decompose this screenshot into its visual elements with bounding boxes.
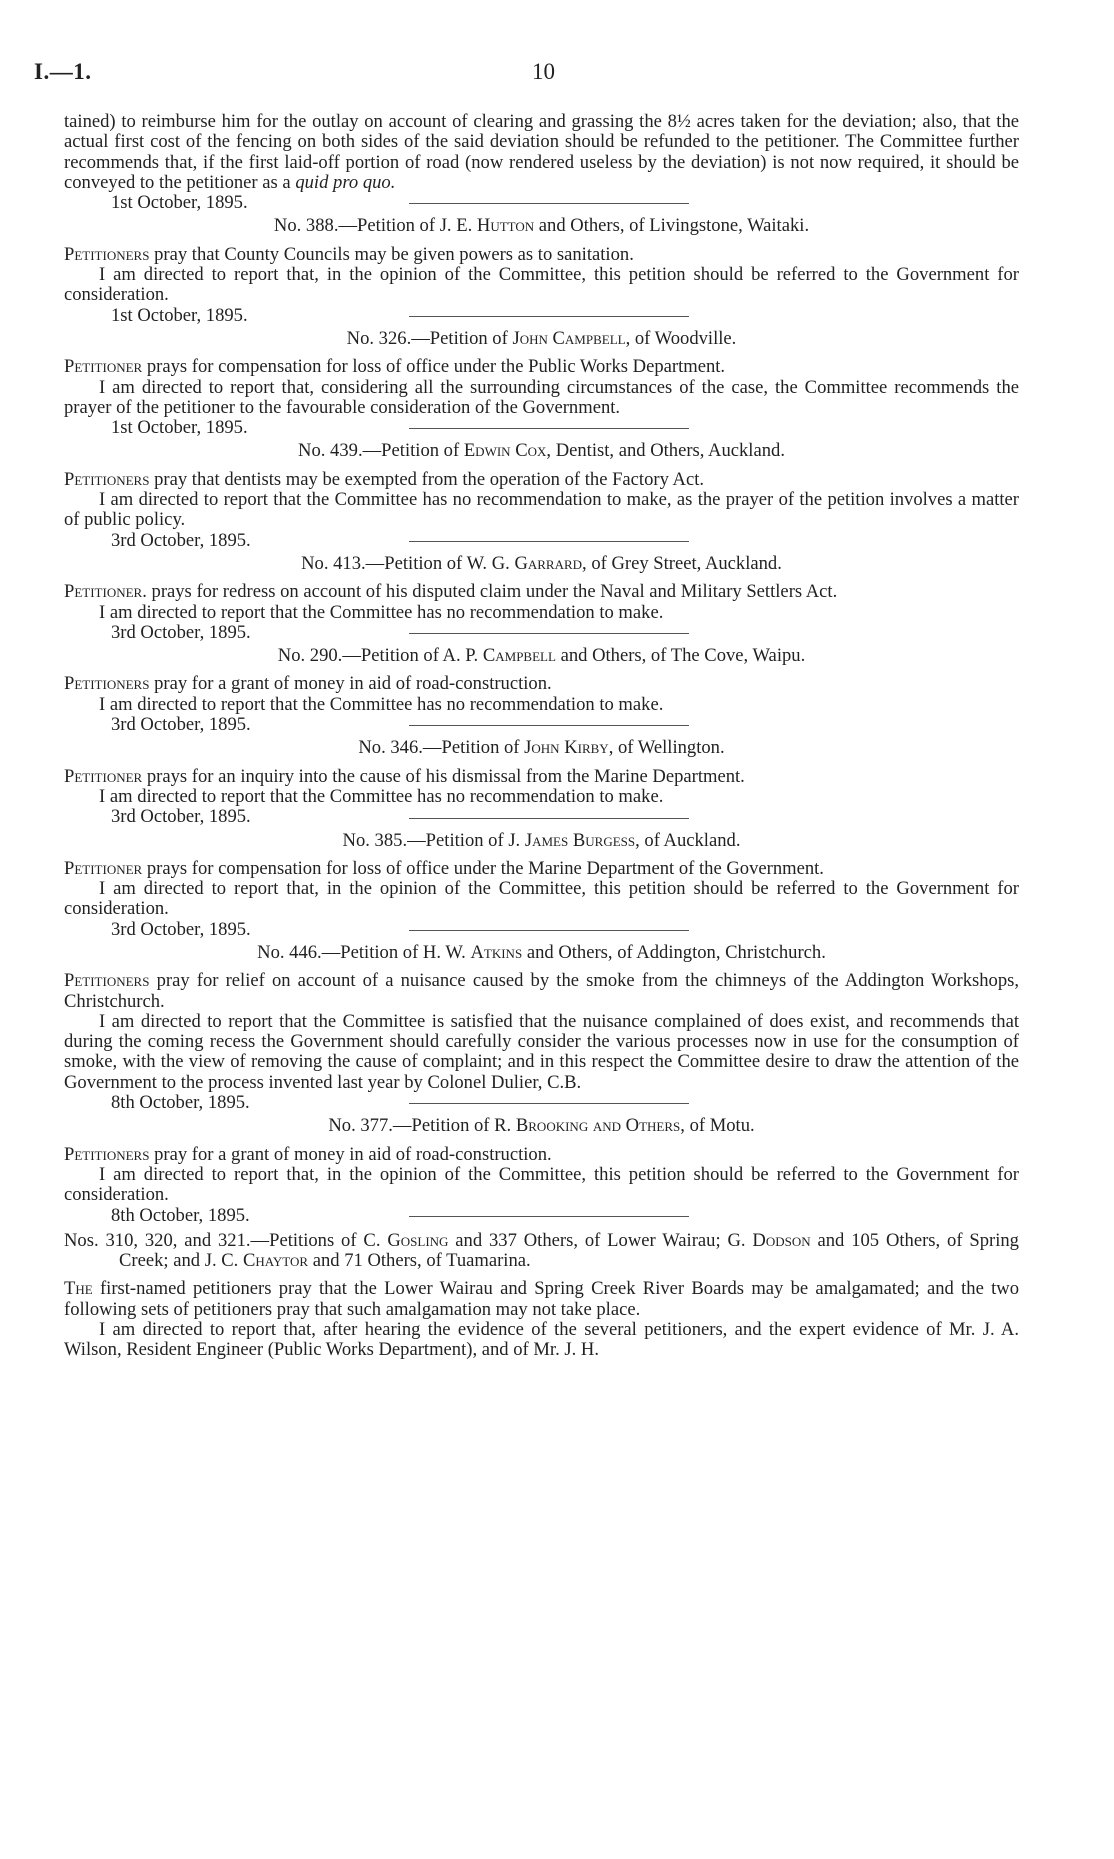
petition-title: No. 326.—Petition of John Campbell, of Woodville.	[346, 327, 737, 349]
divider	[409, 428, 689, 429]
petition-prayer: Petitioners pray that dentists may be exempted from the operation of the Factory Act.	[64, 468, 705, 490]
divider	[409, 541, 689, 542]
page-number: 10	[532, 59, 555, 84]
petition-388	[64, 215, 1019, 326]
petition-title: Nos. 310, 320, and 321.—Petitions of C. Gosling and 337 Others, of Lower Wairau; G. Dodson and 105 Others, of Spring Creek; and J. C. Chaytor and 71 Others, of Tuamarina.	[64, 1229, 1019, 1272]
petition-prayer: Petitioner prays for compensation for loss of office under the Public Works Department.	[64, 356, 726, 378]
petition-title: No. 377.—Petition of R. Brooking and Others, of Motu.	[328, 1115, 755, 1137]
petition-date: 8th October, 1895.	[111, 1092, 250, 1114]
page-body	[64, 112, 1019, 1361]
petition-346	[64, 737, 1019, 828]
intro-paragraph: tained) to reimburse him for the outlay on account of clearing and grassing the 8½ acres taken for the deviation; also, that the actual first cost of the fencing on both sides of the said deviation should be refunded to the petitioner. The Committee further recommends that, if the first laid-off portion of road (now rendered useless by the deviation) is not now required, it should be conveyed to the petitioner as a quid pro quo.	[64, 111, 1019, 193]
divider	[409, 725, 689, 726]
petition-list	[64, 215, 1019, 1226]
petition-date: 1st October, 1895.	[111, 304, 248, 326]
divider	[409, 1103, 689, 1104]
divider	[409, 316, 689, 317]
petition-date: 8th October, 1895.	[111, 1204, 250, 1226]
petition-290	[64, 645, 1019, 736]
petition-439	[64, 440, 1019, 551]
petition-446	[64, 941, 1019, 1114]
petition-report: I am directed to report that the Committee has no recommendation to make.	[99, 693, 664, 715]
petition-date: 3rd October, 1895.	[111, 621, 251, 643]
petition-report: I am directed to report that the Committee has no recommendation to make, as the prayer of the petition involves a matter of public policy.	[64, 489, 1019, 531]
petition-title: No. 413.—Petition of W. G. Garrard, of Grey Street, Auckland.	[301, 552, 782, 574]
petition-prayer: Petitioner prays for an inquiry into the cause of his dismissal from the Marine Department.	[64, 765, 745, 787]
petition-report: I am directed to report that, in the opinion of the Committee, this petition should be referred to the Government for consideration.	[64, 878, 1019, 920]
petition-date: 3rd October, 1895.	[111, 714, 251, 736]
petition-report: I am directed to report that, after hearing the evidence of the several petitioners, and the expert evidence of Mr. J. A. Wilson, Resident Engineer (Public Works Department), and of Mr. J. H.	[64, 1319, 1019, 1361]
petition-title: No. 346.—Petition of John Kirby, of Wellington.	[358, 737, 725, 759]
petition-prayer: Petitioner prays for compensation for loss of office under the Marine Department of the Government.	[64, 857, 824, 879]
petition-title: No. 385.—Petition of J. James Burgess, of Auckland.	[342, 829, 741, 851]
petition-prayer: The first-named petitioners pray that the Lower Wairau and Spring Creek River Boards may be amalgamated; and the two following sets of petitioners pray that such amalgamation may not take place.	[64, 1278, 1019, 1320]
petition-date: 3rd October, 1895.	[111, 529, 251, 551]
petition-title: No. 439.—Petition of Edwin Cox, Dentist, and Others, Auckland.	[298, 440, 785, 462]
petition-prayer: Petitioners pray for a grant of money in aid of road-construction.	[64, 1143, 552, 1165]
petition-title: No. 290.—Petition of A. P. Campbell and Others, of The Cove, Waipu.	[277, 645, 806, 667]
petition-prayer: Petitioner. prays for redress on account of his disputed claim under the Naval and Military Settlers Act.	[64, 581, 838, 603]
petition-report: I am directed to report that the Committee has no recommendation to make.	[99, 601, 664, 623]
series-code: I.—1.	[34, 59, 92, 84]
petition-326	[64, 327, 1019, 439]
petition-310-320-321	[64, 1231, 1019, 1361]
divider	[409, 633, 689, 634]
petition-413	[64, 552, 1019, 643]
petition-report: I am directed to report that, in the opinion of the Committee, this petition should be referred to the Government for consideration.	[64, 1163, 1019, 1206]
divider	[409, 930, 689, 931]
petition-report: I am directed to report that the Committee has no recommendation to make.	[99, 785, 664, 807]
petition-prayer: Petitioners pray for relief on account of a nuisance caused by the smoke from the chimneys of the Addington Workshops, Christchurch.	[64, 970, 1019, 1012]
petition-385	[64, 829, 1019, 940]
petition-377	[64, 1115, 1019, 1226]
petition-report: I am directed to report that the Committee is satisfied that the nuisance complained of does exist, and recommends that during the coming recess the Government should carefully consider the various processes now in use for the consumption of smoke, with the view of removing the cause of complaint; and in this respect the Committee desire to draw the attention of the Government to the process invented last year by Colonel Dulier, C.B.	[64, 1010, 1019, 1093]
petition-date: 3rd October, 1895.	[111, 806, 251, 828]
petition-date: 3rd October, 1895.	[111, 918, 251, 940]
petition-prayer: Petitioners pray that County Councils may be given powers as to sanitation.	[64, 243, 634, 265]
petition-title: No. 446.—Petition of H. W. Atkins and Others, of Addington, Christchurch.	[257, 941, 826, 963]
petition-report: I am directed to report that, considering all the surrounding circumstances of the case, the Committee recommends the prayer of the petitioner to the favourable consideration of the Government.	[64, 376, 1019, 418]
petition-report: I am directed to report that, in the opinion of the Committee, this petition should be referred to the Government for consideration.	[64, 264, 1019, 306]
intro-date: 1st October, 1895.	[111, 192, 248, 214]
petition-date: 1st October, 1895.	[111, 417, 248, 439]
divider	[409, 1216, 689, 1217]
petition-title: No. 388.—Petition of J. E. Hutton and Others, of Livingstone, Waitaki.	[273, 215, 810, 237]
divider	[409, 203, 689, 204]
petition-prayer: Petitioners pray for a grant of money in aid of road-construction.	[64, 673, 552, 695]
divider	[409, 818, 689, 819]
